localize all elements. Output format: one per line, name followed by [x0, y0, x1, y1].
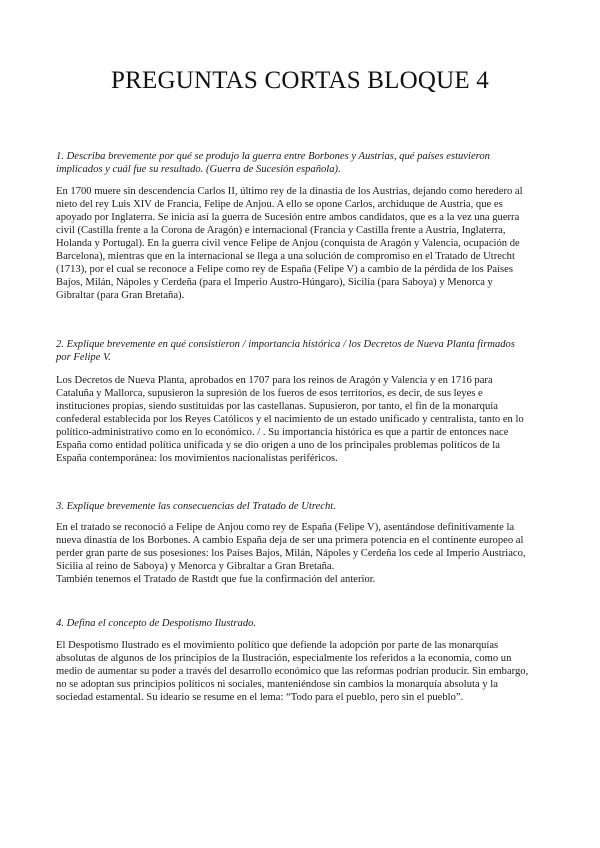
answer-block-4: [56, 639, 532, 704]
question-1: 1. Describa brevemente por qué se produjo la guerra entre Borbones y Austrias, qué países estuvieron implicados y cuál fue su resultado. (Guerra de Sucesión española).: [56, 151, 490, 175]
question-2: 2. Explique brevemente en qué consistieron / importancia histórica / los Decretos de Nueva Planta firmados por Felipe V.: [56, 339, 515, 363]
answer-3-extra: También tenemos el Tratado de Rastdt que fue la confirmación del anterior.: [56, 574, 376, 585]
answer-1: [56, 185, 532, 302]
question-block-2: [56, 338, 532, 364]
question-block-3: [56, 500, 532, 513]
question-block-4: [56, 617, 532, 630]
answer-block-3: [56, 521, 532, 586]
question-block-1: [56, 150, 532, 176]
answer-2-text: Los Decretos de Nueva Planta, aprobados en 1707 para los reinos de Aragón y Valencia y en 1716 para Cataluña y Mallorca, supusieron la supresión de los fueros de esos territorios, es decir, de sus leyes e instituciones propias, siendo sustituidas por las castellanas. Supusieron, por tanto, el fin de la monarquía confederal establecida por los Reyes Católicos y el nacimiento de un estado unificado y centralista, tanto en lo político-administrativo como en lo económico. / . Su importancia histórica es que a partir de entonces nace España como entidad política unificada y se dio origen a uno de los principales problemas políticos de la España contemporánea: los movimientos nacionalistas periféricos.: [56, 375, 524, 464]
answer-4: [56, 639, 532, 704]
answer-block-1: [56, 185, 532, 302]
answer-3-text: En el tratado se reconoció a Felipe de Anjou como rey de España (Felipe V), asentándose definitivamente la nueva dinastía de los Borbones. A cambio España deja de ser una primera potencia en el continente europeo al perder gran parte de sus posesiones: los Países Bajos, Milán, Nápoles y Cerdeña los cede al Imperio Austriaco, Sicilia al reino de Saboya) y Menorca y Gibraltar a Gran Bretaña.: [56, 522, 526, 572]
answer-2: [56, 374, 532, 465]
answer-block-2: [56, 374, 532, 465]
answer-1-text: En 1700 muere sin descendencia Carlos II, último rey de la dinastía de los Austrias, dejando como heredero al nieto del rey Luis XIV de Francia, Felipe de Anjou. A ello se opone Carlos, archiduque de Austria, que es apoyado por Inglaterra. Se inicia así la guerra de Sucesión entre ambos candidatos, que es a la vez una guerra civil (Castilla frente a la Corona de Aragón) e internacional (Francia y Castilla frente a Austria, Inglaterra, Holanda y Portugal). En la guerra civil vence Felipe de Anjou (conquista de Aragón y Valencia, ocupación de Barcelona), mientras que en la internacional se llega a una solución de compromiso en el Tratado de Utrecht (1713), por el cual se reconoce a Felipe como rey de España (Felipe V) a cambio de la pérdida de los Países Bajos, Milán, Nápoles y Cerdeña (para el Imperio Austro-Húngaro), Sicilia (para Saboya) y Menorca y Gibraltar (para Gran Bretaña).: [56, 186, 523, 301]
answer-3: [56, 521, 532, 586]
page-title: PREGUNTAS CORTAS BLOQUE 4: [111, 67, 489, 94]
question-4: 4. Defina el concepto de Despotismo Ilustrado.: [56, 618, 257, 629]
answer-4-text: El Despotismo Ilustrado es el movimiento político que defiende la adopción por parte de las monarquías absolutas de algunos de los principios de la Ilustración, especialmente los referidos a la economía, como un medio de aumentar su poder a través del desarrollo económico que las reformas podrían producir. Sin embargo, no se adoptan sus principios políticos ni sociales, manteniéndose sin cambios la monarquía absoluta y la sociedad estamental. Su ideario se resume en el lema: “Todo para el pueblo, pero sin el pueblo”.: [56, 640, 529, 703]
question-3: 3. Explique brevemente las consecuencias del Tratado de Utrecht.: [56, 501, 336, 512]
